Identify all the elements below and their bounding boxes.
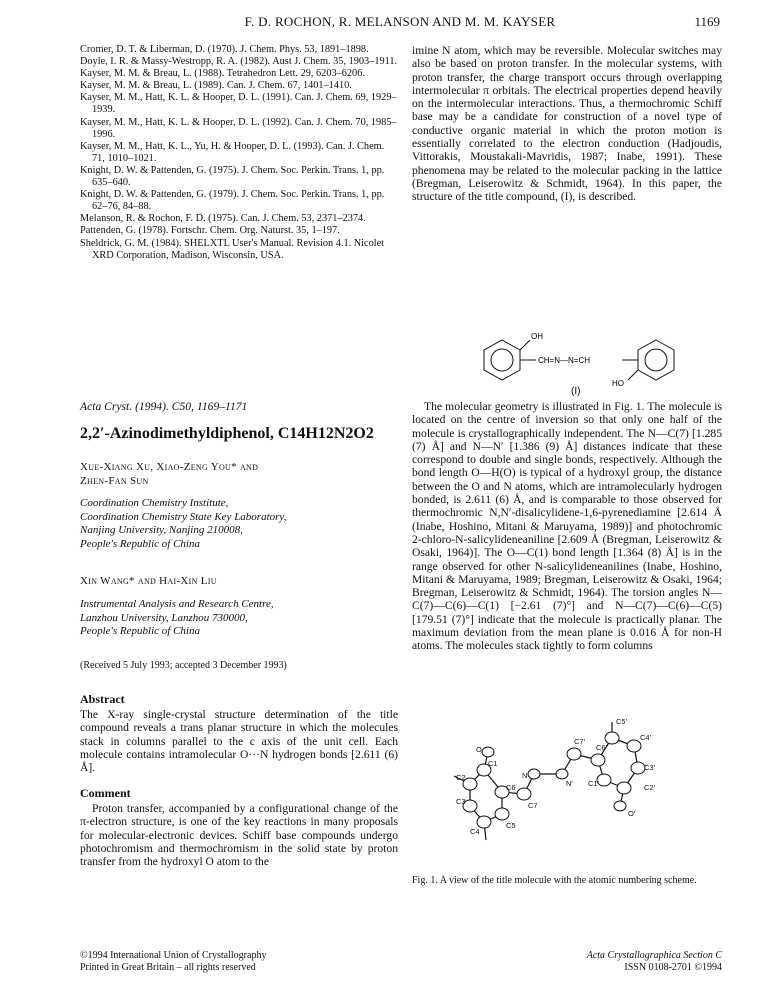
azine-chain-label: CH=N—N=CH (538, 356, 591, 365)
atom-label: C5′ (616, 717, 627, 726)
author-line: Zhen-Fan Sun (80, 475, 149, 487)
compound-label: (I) (571, 386, 581, 396)
reference-item: Doyle, I. R. & Massy-Westropp, R. A. (1982). Aust J. Chem. 35, 1903–1911. (80, 56, 398, 68)
affiliation-1 (80, 497, 286, 551)
article-title: 2,2′-Azinodimethyldiphenol, C14H12N2O2 (80, 425, 374, 442)
chemical-scheme (412, 318, 722, 396)
atom-label: C1 (488, 759, 498, 768)
molecular-geometry-text: The molecular geometry is illustrated in Fig. 1. The molecule is located on the centre of inversion so that only one half of the molecule is crystallographically independent. The N—C(7) [1.285 (7) Å] and N—N′ [1.386 (9) Å] distances indicate that these correspond to double and single bonds, respectively. Although the bond length O—H(O) is typical of a hydroxyl group, the distance between the O and N atoms, which are intramolecularly hydrogen bonded, is 2.611 (6) Å, and is comparable to those observed for thermochromic N,N′-disalicylidene-1,6-pyrenediamine [2.614 Å (Inabe, Hoshino, Mitani & Maruyama, 1989)] and photochromic 2-chloro-N-salicylideneaniline [2.609 Å (Bregman, Leiserowitz & Osaki, 1964)]. The O—C(1) bond length [1.364 (8) Å] is in the range observed for other N-salicylideneanilines (Inabe, Hoshino, Mitani & Maruyama, 1989; Bregman, Leiserowitz & Osaki, 1964; Bregman, Leiserowitz & Schmidt, 1964). The torsion angles N—C(7)—C(6)—C(1) [−2.61 (7)°] and N—C(7)—C(6)—C(5) [179.51 (7)°] indicate that the molecule is practically planar. The maximum deviation from the mean plane is 0.016 Å for non-H atoms. The molecules stack tightly to form columns (412, 400, 722, 653)
affiliation-line: Instrumental Analysis and Research Centre, (80, 598, 274, 610)
copyright-line: ©1994 International Union of Crystallography (80, 950, 267, 961)
affiliation-line: People's Republic of China (80, 625, 200, 637)
atom-label: C2′ (644, 783, 655, 792)
affiliation-line: Nanjing University, Nanjing 210008, (80, 524, 243, 536)
comment-text: Proton transfer, accompanied by a configurational change of the π-electron structure, is one of the key reactions in many proposals for molecular-electronic devices. Schiff base compounds undergo photochromism and thermochromism in the solid state by proton transfer from the hydroxyl O atom to the (80, 802, 398, 869)
atom-label: N′ (566, 779, 573, 788)
reference-item: Cromer, D. T. & Liberman, D. (1970). J. Chem. Phys. 53, 1891–1898. (80, 44, 369, 55)
affiliation-2 (80, 598, 274, 639)
reference-item: Kayser, M. M., Hatt, K. L. & Hooper, D. L. (1992). Can. J. Chem. 70, 1985–1996. (80, 116, 397, 140)
benzene-ring-left (484, 340, 520, 380)
reference-item: Kayser, M. M., Hatt, K. L., Yu, H. & Hooper, D. L. (1993). Can. J. Chem. 71, 1010–1021. (80, 140, 385, 164)
running-title: F. D. ROCHON, R. MELANSON AND M. M. KAYSER (244, 14, 556, 29)
footer-left (80, 950, 266, 974)
atom-label: C1′ (588, 779, 599, 788)
author-line: Xue-Xiang Xu, Xiao-Zeng You* and (80, 461, 259, 473)
benzene-ring-right (638, 340, 674, 380)
printed-line: Printed in Great Britain – all rights reserved (80, 962, 256, 973)
atom-label: C3 (456, 797, 466, 806)
affiliation-line: Coordination Chemistry Institute, (80, 497, 229, 509)
affiliation-line: People's Republic of China (80, 537, 200, 550)
figure-caption: Fig. 1. A view of the title molecule with the atomic numbering scheme. (412, 875, 697, 886)
reference-item: Kayser, M. M. & Breau, L. (1989). Can. J. Chem. 67, 1401–1410. (80, 80, 352, 92)
atom-label: C7′ (574, 737, 585, 746)
reference-list (80, 44, 398, 262)
oh-label: OH (531, 332, 543, 341)
reference-item: Melanson, R. & Rochon, F. D. (1975). Can. J. Chem. 53, 2371–2374. (80, 213, 366, 225)
reference-item: Kayser, M. M., Hatt, K. L. & Hooper, D. L. (1991). Can. J. Chem. 69, 1929–1939. (80, 92, 397, 116)
atom-label: O′ (628, 809, 636, 818)
figure-1-molecule (412, 710, 722, 870)
atom-label: C6 (506, 783, 516, 792)
affiliation-line: Lanzhou University, Lanzhou 730000, (80, 611, 248, 624)
atom-label: C4′ (640, 733, 651, 742)
atom-label: C2 (456, 773, 466, 782)
issn-line: ISSN 0108-2701 ©1994 (624, 962, 722, 973)
ring-circle-right (645, 349, 667, 371)
comment-heading: Comment (80, 786, 131, 800)
affiliation-line: Coordination Chemistry State Key Laboratory, (80, 510, 287, 523)
atom-label: C4 (470, 827, 480, 836)
atom-label: C5 (506, 821, 516, 830)
journal-section: Acta Crystallographica Section C (586, 950, 722, 961)
right-column-intro-text: imine N atom, which may be reversible. Molecular switches may also be based on proton transfer. In the molecular systems, with proton transfer, the charge transport occurs through overlapping intermolecular π orbitals. The electrical properties depend heavily on the intermolecular interactions. Thus, a thermochromic Schiff base may be a candidate for construction of a novel type of conductive organic material in which the proton motion is essentially correlated to the electron conduction (Hadjoudis, Vittorakis, Moustakali-Mavridis, 1987; Inabe, 1991). These phenomena may be related to the molecular packing in the lattice (Bregman, Leiserowitz & Schmidt, 1964). In this paper, the structure of the title compound, (I), is described. (412, 44, 722, 204)
authors-group-1 (80, 460, 258, 488)
atom-label: C6′ (596, 743, 607, 752)
reference-item: Sheldrick, G. M. (1984). SHELXTL User's Manual. Revision 4.1. Nicolet XRD Corporation, Madison, Wisconsin, USA. (80, 237, 385, 261)
received-dates: (Received 5 July 1993; accepted 3 December 1993) (80, 660, 287, 671)
ring-circle-left (491, 349, 513, 371)
reference-item: Knight, D. W. & Pattenden, G. (1979). J. Chem. Soc. Perkin. Trans. 1, pp. 62–76, 84–88. (80, 189, 385, 213)
atom-label: N (522, 771, 528, 780)
atom-label: C7 (528, 801, 538, 810)
atom-label: C3′ (644, 763, 655, 772)
reference-item: Knight, D. W. & Pattenden, G. (1975). J. Chem. Soc. Perkin. Trans. 1, pp. 635–640. (80, 164, 385, 189)
footer-right (500, 950, 722, 974)
running-header (80, 14, 720, 34)
ho-label: HO (612, 379, 624, 388)
atom-label: O (476, 745, 482, 754)
journal-reference: Acta Cryst. (1994). C50, 1169–1171 (80, 400, 248, 413)
page-number: 1169 (694, 14, 720, 29)
authors-group-2: Xin Wang* and Hai-Xin Liu (80, 575, 217, 587)
abstract-text: The X-ray single-crystal structure determination of the title compound reveals a trans planar structure in which the molecules stack in columns parallel to the c axis of the unit cell. Each molecule contains intramolecular O···N hydrogen bonds [2.611 (6) Å]. (80, 708, 398, 775)
reference-item: Pattenden, G. (1978). Fortschr. Chem. Org. Naturst. 35, 1–197. (80, 225, 340, 237)
reference-item: Kayser, M. M. & Breau, L. (1988). Tetrahedron Lett. 29, 6203–6206. (80, 68, 365, 80)
abstract-heading: Abstract (80, 692, 125, 706)
